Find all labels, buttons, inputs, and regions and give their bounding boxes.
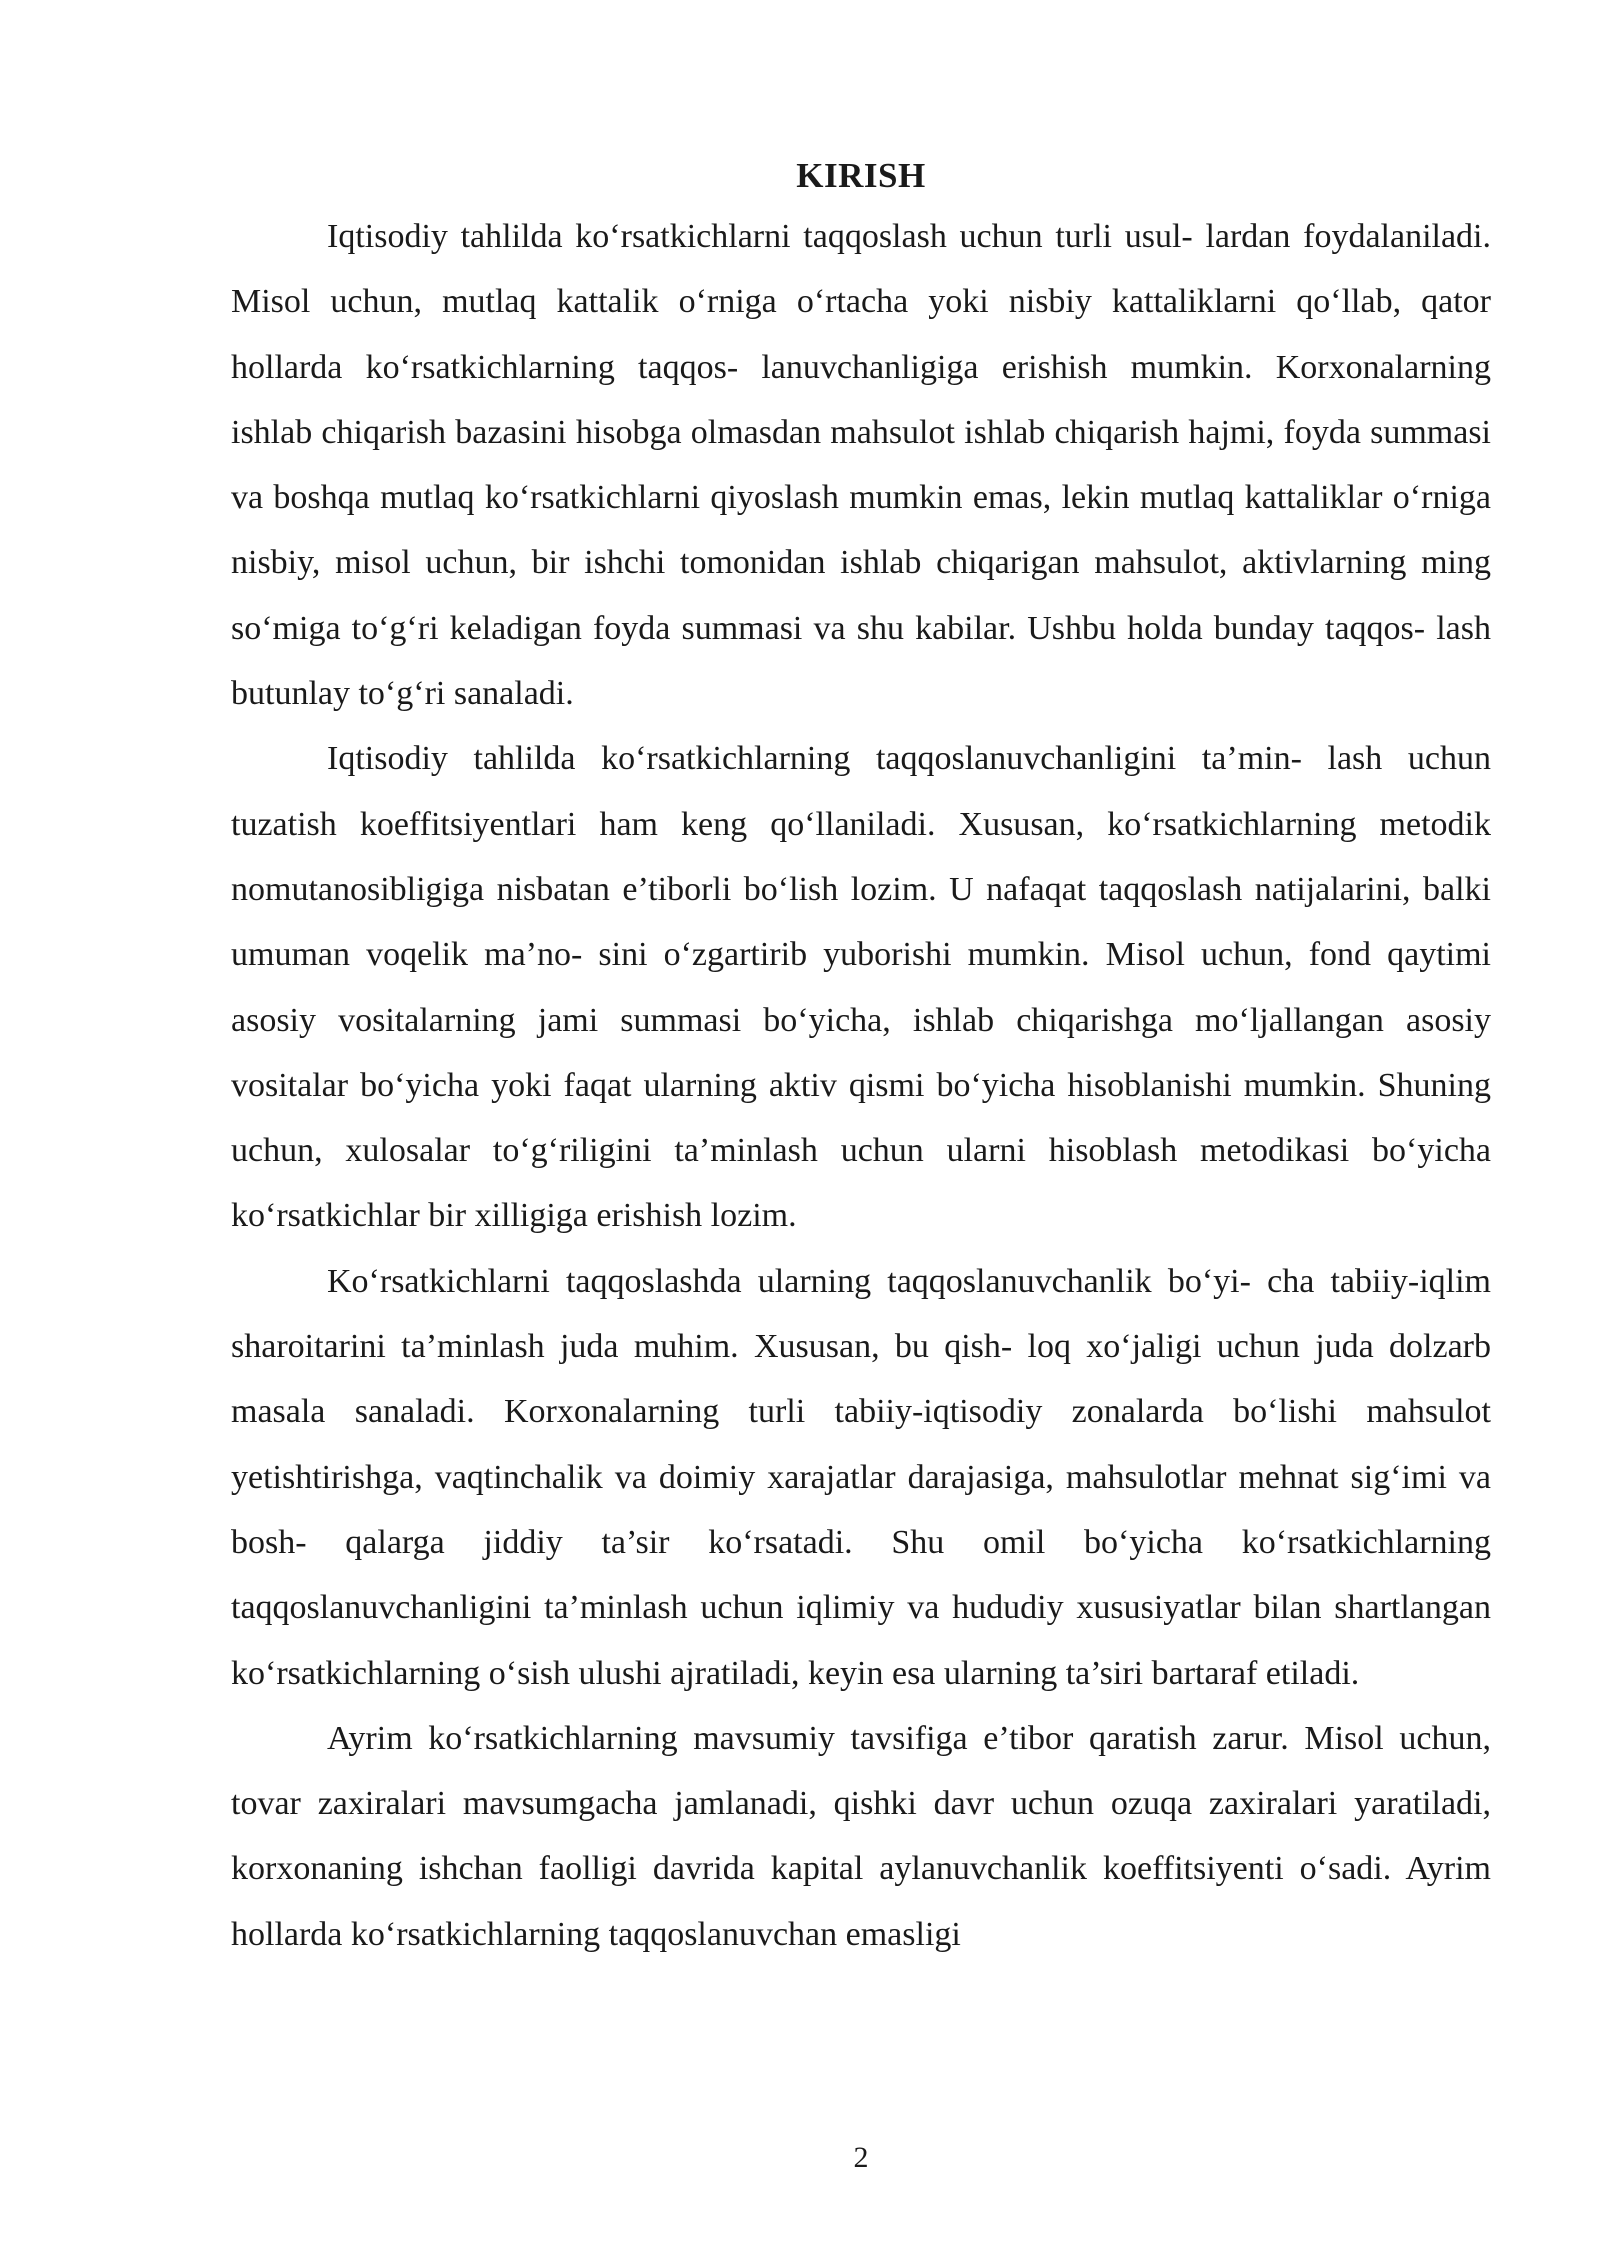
paragraph-1: Iqtisodiy tahlilda koʻrsatkichlarni taqqoslash uchun turli usul- lardan foydalaniladi. Misol uchun, mutlaq kattalik oʻrniga oʻrtacha yoki nisbiy kattaliklarni qoʻllab, qator hollarda koʻrsatkichlarning taqqos- lanuvchanligiga erishish mumkin. Korxonalarning ishlab chiqarish bazasini hisobga olmasdan mahsulot ishlab chiqarish hajmi, foyda summasi va boshqa mutlaq koʻrsatkichlarni qiyoslash mumkin emas, lekin mutlaq kattaliklar oʻrniga nisbiy, misol uchun, bir ishchi tomonidan ishlab chiqarigan mahsulot, aktivlarning ming soʻmiga toʻgʻri keladigan foyda summasi va shu kabilar. Ushbu holda bunday taqqos- lash butunlay toʻgʻri sanaladi. xyxy=(231,218,1491,713)
page-number: 2 xyxy=(853,2141,869,2174)
paragraph-4: Ayrim koʻrsatkichlarning mavsumiy tavsifiga e’tibor qaratish zarur. Misol uchun, tovar zaxiralari mavsumgacha jamlanadi, qishki davr uchun ozuqa zaxiralari yaratiladi, korxonaning ishchan faolligi davrida kapital aylanuvchanlik koeffitsiyenti oʻsadi. Ayrim hollarda koʻrsatkichlarning taqqoslanuvchan emasligi xyxy=(231,1719,1491,1953)
page-body xyxy=(231,148,1491,1967)
paragraph-2: Iqtisodiy tahlilda koʻrsatkichlarning taqqoslanuvchanligini ta’min- lash uchun tuzatish koeffitsiyentlari ham keng qoʻllaniladi. Xususan, koʻrsatkichlarning metodik nomutanosibligiga nisbatan e’tiborli boʻlish lozim. U nafaqat taqqoslash natijalarini, balki umuman voqelik ma’no- sini oʻzgartirib yuborishi mumkin. Misol uchun, fond qaytimi asosiy vositalarning jami summasi boʻyicha, ishlab chiqarishga moʻljallangan asosiy vositalar boʻyicha yoki faqat ularning aktiv qismi boʻyicha hisoblanishi mumkin. Shuning uchun, xulosalar toʻgʻriligini ta’minlash uchun ularni hisoblash metodikasi boʻyicha koʻrsatkichlar bir xilligiga erishish lozim. xyxy=(231,740,1491,1235)
page-title: KIRISH xyxy=(796,156,926,195)
paragraph-3: Koʻrsatkichlarni taqqoslashda ularning taqqoslanuvchanlik boʻyi- cha tabiiy-iqlim sharoitarini ta’minlash juda muhim. Xususan, bu qish- loq xoʻjaligi uchun juda dolzarb masala sanaladi. Korxonalarning turli tabiiy-iqtisodiy zonalarda boʻlishi mahsulot yetishtirishga, vaqtinchalik va doimiy xarajatlar darajasiga, mahsulotlar mehnat sigʻimi va bosh- qalarga jiddiy ta’sir koʻrsatadi. Shu omil boʻyicha koʻrsatkichlarning taqqoslanuvchanligini ta’minlash uchun iqlimiy va hududiy xususiyatlar bilan shartlangan koʻrsatkichlarning oʻsish ulushi ajratiladi, keyin esa ularning ta’siri bartaraf etiladi. xyxy=(231,1262,1491,1692)
